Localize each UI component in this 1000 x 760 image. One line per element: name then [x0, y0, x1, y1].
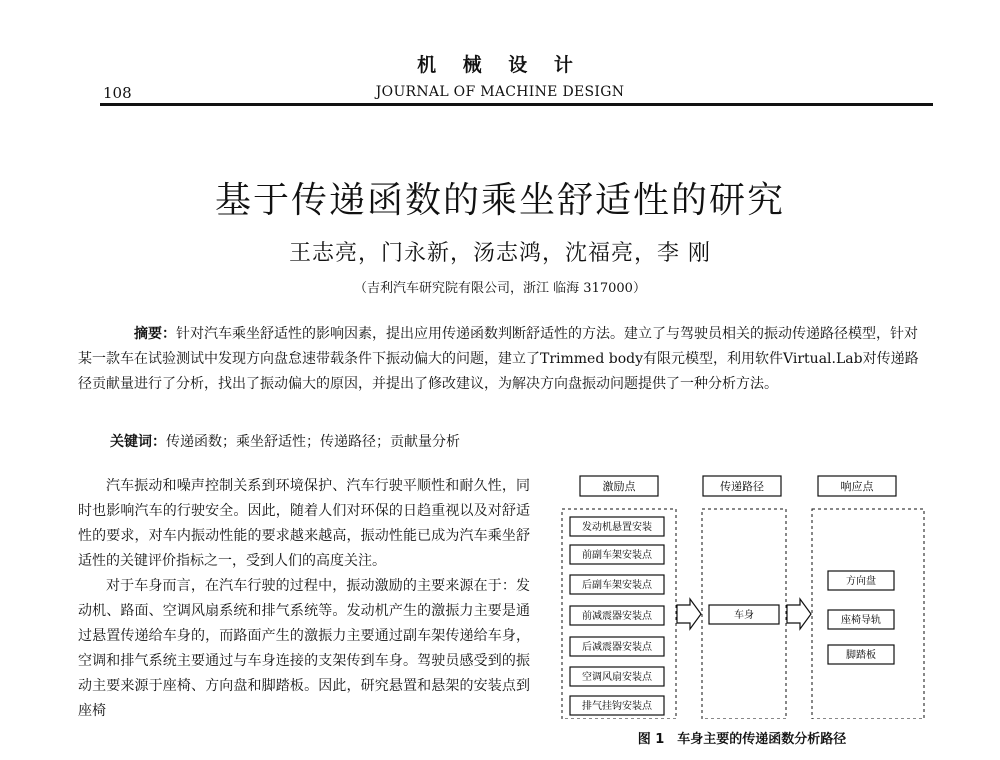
- excitation-label: 后副车架安装点: [582, 580, 652, 591]
- header-excitation: 激励点: [602, 480, 636, 493]
- figure-caption: 图 1 车身主要的传递函数分析路径: [637, 732, 847, 747]
- transfer-label: 车身: [734, 610, 754, 621]
- response-label: 脚踏板: [846, 650, 876, 661]
- response-group: [812, 509, 924, 719]
- header-transfer: 传递路径: [720, 480, 764, 493]
- journal-name-en: JOURNAL OF MACHINE DESIGN: [375, 84, 625, 100]
- abstract-label: 摘要：: [134, 326, 176, 342]
- keywords-label: 关键词：: [110, 434, 166, 450]
- arrow-right-icon: [787, 599, 811, 629]
- header-response: 响应点: [840, 480, 874, 493]
- abstract: [78, 322, 926, 397]
- body-paragraph: 汽车振动和噪声控制关系到环境保护、汽车行驶平顺性和耐久性，同时也影响汽车的行驶安全。因此，随着人们对环保的日趋重视以及对舒适性的要求，对车内振动性能的要求越来越高，振动性能已成为汽车乘坐舒适性的关键评价指标之一，受到人们的高度关注。: [78, 478, 530, 569]
- excitation-label: 前副车架安装点: [582, 550, 652, 561]
- keywords: [110, 431, 460, 451]
- response-label: 座椅导轨: [841, 615, 881, 626]
- page-number: 108: [103, 84, 132, 102]
- excitation-label: 后减震器安装点: [582, 642, 652, 653]
- arrow-right-icon: [677, 599, 701, 629]
- abstract-text: 针对汽车乘坐舒适性的影响因素，提出应用传递函数判断舒适性的方法。建立了与驾驶员相关的振动传递路径模型，针对某一款车在试验测试中发现方向盘怠速带载条件下振动偏大的问题，建立了Trimmed body有限元模型，利用软件Virtual.Lab对传递路径贡献量进行了分析，找出了振动偏大的原因，并提出了修改建议，为解决方向盘振动问题提供了一种分析方法。: [78, 326, 919, 392]
- response-label: 方向盘: [846, 576, 876, 587]
- figure-1: [556, 469, 928, 719]
- excitation-label: 排气挂钩安装点: [582, 701, 652, 712]
- header-rule: [100, 103, 933, 106]
- affiliation: （吉利汽车研究院有限公司，浙江 临海 317000）: [354, 281, 646, 296]
- body-text: [78, 474, 530, 724]
- excitation-label: 前减震器安装点: [582, 611, 652, 622]
- journal-name-cn: 机 械 设 计: [417, 54, 583, 76]
- article-title: 基于传递函数的乘坐舒适性的研究: [214, 180, 785, 221]
- excitation-label: 空调风扇安装点: [582, 672, 652, 683]
- author-list: 王志亮，门永新，汤志鸿，沈福亮，李 刚: [289, 241, 711, 266]
- excitation-label: 发动机悬置安装: [582, 522, 652, 533]
- body-paragraph: 对于车身而言，在汽车行驶的过程中，振动激励的主要来源在于：发动机、路面、空调风扇系统和排气系统等。发动机产生的激振力主要是通过悬置传递给车身的，而路面产生的激振力主要通过副车架传递给车身，空调和排气系统主要通过与车身连接的支架传到车身。驾驶员感受到的振动主要来源于座椅、方向盘和脚踏板。因此，研究悬置和悬架的安装点到座椅: [78, 578, 530, 719]
- keywords-text: 传递函数；乘坐舒适性；传递路径；贡献量分析: [166, 434, 460, 450]
